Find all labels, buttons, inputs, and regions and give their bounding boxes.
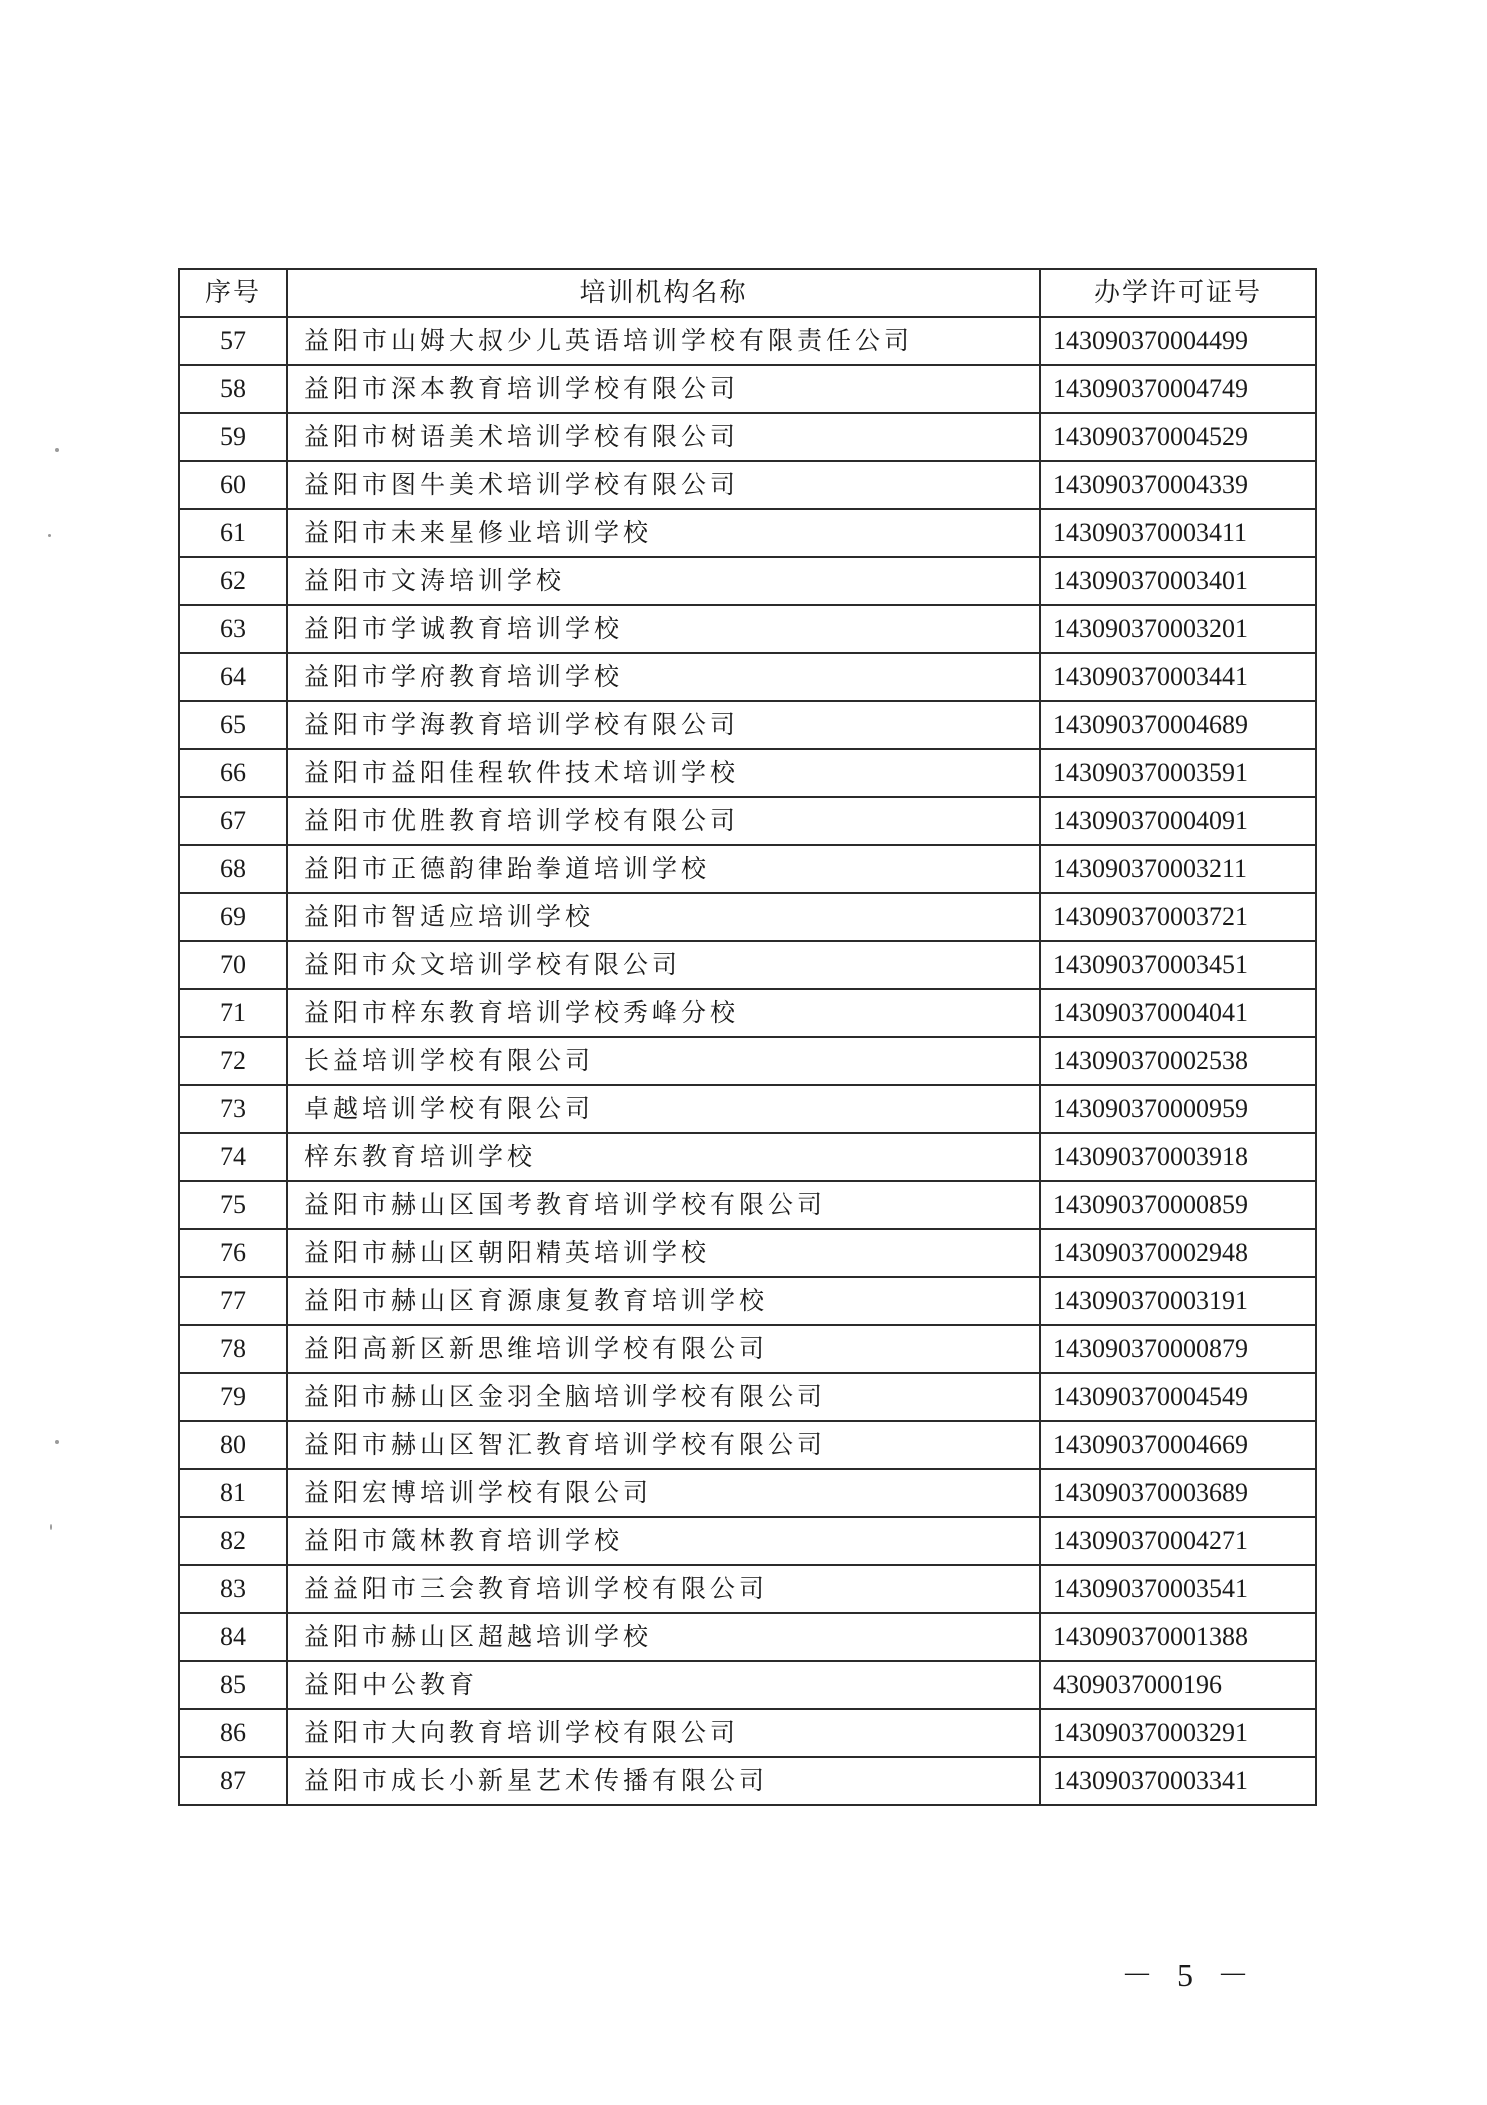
institution-name-cell: 益阳市赫山区智汇教育培训学校有限公司 <box>287 1421 1040 1469</box>
table-row <box>179 1181 1316 1229</box>
table-body <box>179 317 1316 1805</box>
serial-number-cell: 79 <box>179 1373 287 1421</box>
institution-name-cell: 益阳市益阳佳程软件技术培训学校 <box>287 749 1040 797</box>
table-row <box>179 1469 1316 1517</box>
serial-number-cell: 65 <box>179 701 287 749</box>
institution-name-cell: 益益阳市三会教育培训学校有限公司 <box>287 1565 1040 1613</box>
license-number-cell: 143090370001388 <box>1040 1613 1316 1661</box>
license-number-cell: 143090370003918 <box>1040 1133 1316 1181</box>
page-number: － 5 － <box>1120 1957 1257 1993</box>
table-row <box>179 941 1316 989</box>
serial-number-cell: 82 <box>179 1517 287 1565</box>
license-number-cell: 143090370002538 <box>1040 1037 1316 1085</box>
scan-speck <box>55 1440 59 1444</box>
institution-name-cell: 益阳宏博培训学校有限公司 <box>287 1469 1040 1517</box>
license-number-cell: 143090370004339 <box>1040 461 1316 509</box>
license-number-cell: 143090370003291 <box>1040 1709 1316 1757</box>
serial-number-cell: 85 <box>179 1661 287 1709</box>
serial-number-cell: 61 <box>179 509 287 557</box>
serial-number-cell: 70 <box>179 941 287 989</box>
institution-name-cell: 益阳市学府教育培训学校 <box>287 653 1040 701</box>
license-number-cell: 143090370000879 <box>1040 1325 1316 1373</box>
table-row <box>179 1565 1316 1613</box>
institution-name-cell: 益阳高新区新思维培训学校有限公司 <box>287 1325 1040 1373</box>
institution-name-cell: 益阳市赫山区国考教育培训学校有限公司 <box>287 1181 1040 1229</box>
license-number-cell: 143090370003689 <box>1040 1469 1316 1517</box>
license-number-cell: 143090370004669 <box>1040 1421 1316 1469</box>
table-row <box>179 1373 1316 1421</box>
institution-name-cell: 益阳市赫山区朝阳精英培训学校 <box>287 1229 1040 1277</box>
serial-number-cell: 60 <box>179 461 287 509</box>
institution-name-cell: 益阳市未来星修业培训学校 <box>287 509 1040 557</box>
license-number-cell: 143090370003401 <box>1040 557 1316 605</box>
header-license-number: 办学许可证号 <box>1040 269 1316 317</box>
serial-number-cell: 78 <box>179 1325 287 1373</box>
serial-number-cell: 69 <box>179 893 287 941</box>
table-row <box>179 749 1316 797</box>
serial-number-cell: 67 <box>179 797 287 845</box>
institution-name-cell: 益阳市正德韵律跆拳道培训学校 <box>287 845 1040 893</box>
scan-speck <box>48 534 51 537</box>
serial-number-cell: 84 <box>179 1613 287 1661</box>
serial-number-cell: 66 <box>179 749 287 797</box>
table-row <box>179 701 1316 749</box>
header-institution-name: 培训机构名称 <box>287 269 1040 317</box>
table-row <box>179 1517 1316 1565</box>
serial-number-cell: 71 <box>179 989 287 1037</box>
serial-number-cell: 76 <box>179 1229 287 1277</box>
institution-name-cell: 益阳市图牛美术培训学校有限公司 <box>287 461 1040 509</box>
table-row <box>179 1229 1316 1277</box>
table-row <box>179 557 1316 605</box>
license-number-cell: 143090370004529 <box>1040 413 1316 461</box>
license-number-cell: 143090370003411 <box>1040 509 1316 557</box>
table-row <box>179 1037 1316 1085</box>
institution-name-cell: 益阳市成长小新星艺术传播有限公司 <box>287 1757 1040 1805</box>
scan-speck <box>50 1524 52 1530</box>
institution-name-cell: 益阳市赫山区金羽全脑培训学校有限公司 <box>287 1373 1040 1421</box>
license-number-cell: 143090370004499 <box>1040 317 1316 365</box>
license-number-cell: 143090370003721 <box>1040 893 1316 941</box>
table-row <box>179 1133 1316 1181</box>
table-row <box>179 413 1316 461</box>
serial-number-cell: 80 <box>179 1421 287 1469</box>
serial-number-cell: 59 <box>179 413 287 461</box>
serial-number-cell: 72 <box>179 1037 287 1085</box>
institution-name-cell: 益阳市赫山区育源康复教育培训学校 <box>287 1277 1040 1325</box>
serial-number-cell: 58 <box>179 365 287 413</box>
table-row <box>179 1277 1316 1325</box>
license-number-cell: 143090370003201 <box>1040 605 1316 653</box>
license-number-cell: 143090370004749 <box>1040 365 1316 413</box>
table-row <box>179 1709 1316 1757</box>
license-number-cell: 143090370003341 <box>1040 1757 1316 1805</box>
institution-name-cell: 卓越培训学校有限公司 <box>287 1085 1040 1133</box>
table-row <box>179 1613 1316 1661</box>
table-row <box>179 509 1316 557</box>
institution-name-cell: 益阳市学诚教育培训学校 <box>287 605 1040 653</box>
table-row <box>179 317 1316 365</box>
institution-name-cell: 益阳中公教育 <box>287 1661 1040 1709</box>
license-number-cell: 143090370004041 <box>1040 989 1316 1037</box>
institution-name-cell: 梓东教育培训学校 <box>287 1133 1040 1181</box>
header-serial-number: 序号 <box>179 269 287 317</box>
table-row <box>179 1085 1316 1133</box>
institution-name-cell: 益阳市文涛培训学校 <box>287 557 1040 605</box>
license-number-cell: 143090370000859 <box>1040 1181 1316 1229</box>
serial-number-cell: 62 <box>179 557 287 605</box>
table-row <box>179 1421 1316 1469</box>
institution-name-cell: 长益培训学校有限公司 <box>287 1037 1040 1085</box>
table-row <box>179 1661 1316 1709</box>
table-row <box>179 605 1316 653</box>
institution-name-cell: 益阳市学海教育培训学校有限公司 <box>287 701 1040 749</box>
institution-name-cell: 益阳市深本教育培训学校有限公司 <box>287 365 1040 413</box>
license-number-cell: 143090370004271 <box>1040 1517 1316 1565</box>
serial-number-cell: 77 <box>179 1277 287 1325</box>
serial-number-cell: 83 <box>179 1565 287 1613</box>
serial-number-cell: 63 <box>179 605 287 653</box>
serial-number-cell: 68 <box>179 845 287 893</box>
license-number-cell: 143090370003451 <box>1040 941 1316 989</box>
serial-number-cell: 73 <box>179 1085 287 1133</box>
table-row <box>179 893 1316 941</box>
institution-name-cell: 益阳市箴林教育培训学校 <box>287 1517 1040 1565</box>
license-number-cell: 143090370002948 <box>1040 1229 1316 1277</box>
institution-table <box>178 268 1317 1806</box>
license-number-cell: 143090370003541 <box>1040 1565 1316 1613</box>
table-row <box>179 1325 1316 1373</box>
license-number-cell: 143090370003191 <box>1040 1277 1316 1325</box>
license-number-cell: 143090370003441 <box>1040 653 1316 701</box>
institution-name-cell: 益阳市优胜教育培训学校有限公司 <box>287 797 1040 845</box>
serial-number-cell: 87 <box>179 1757 287 1805</box>
scan-speck <box>55 448 59 452</box>
serial-number-cell: 74 <box>179 1133 287 1181</box>
serial-number-cell: 86 <box>179 1709 287 1757</box>
license-number-cell: 143090370004091 <box>1040 797 1316 845</box>
serial-number-cell: 57 <box>179 317 287 365</box>
table-row <box>179 1757 1316 1805</box>
license-number-cell: 143090370003211 <box>1040 845 1316 893</box>
license-number-cell: 143090370004689 <box>1040 701 1316 749</box>
institution-name-cell: 益阳市赫山区超越培训学校 <box>287 1613 1040 1661</box>
table-row <box>179 845 1316 893</box>
license-number-cell: 4309037000196 <box>1040 1661 1316 1709</box>
institution-name-cell: 益阳市众文培训学校有限公司 <box>287 941 1040 989</box>
table-header-row <box>179 269 1316 317</box>
table-row <box>179 653 1316 701</box>
table-row <box>179 365 1316 413</box>
serial-number-cell: 81 <box>179 1469 287 1517</box>
table-row <box>179 461 1316 509</box>
institution-name-cell: 益阳市智适应培训学校 <box>287 893 1040 941</box>
license-number-cell: 143090370004549 <box>1040 1373 1316 1421</box>
license-number-cell: 143090370003591 <box>1040 749 1316 797</box>
license-number-cell: 143090370000959 <box>1040 1085 1316 1133</box>
institution-name-cell: 益阳市树语美术培训学校有限公司 <box>287 413 1040 461</box>
table-row <box>179 989 1316 1037</box>
institution-name-cell: 益阳市山姆大叔少儿英语培训学校有限责任公司 <box>287 317 1040 365</box>
serial-number-cell: 64 <box>179 653 287 701</box>
table-row <box>179 797 1316 845</box>
serial-number-cell: 75 <box>179 1181 287 1229</box>
institution-name-cell: 益阳市大向教育培训学校有限公司 <box>287 1709 1040 1757</box>
institution-name-cell: 益阳市梓东教育培训学校秀峰分校 <box>287 989 1040 1037</box>
